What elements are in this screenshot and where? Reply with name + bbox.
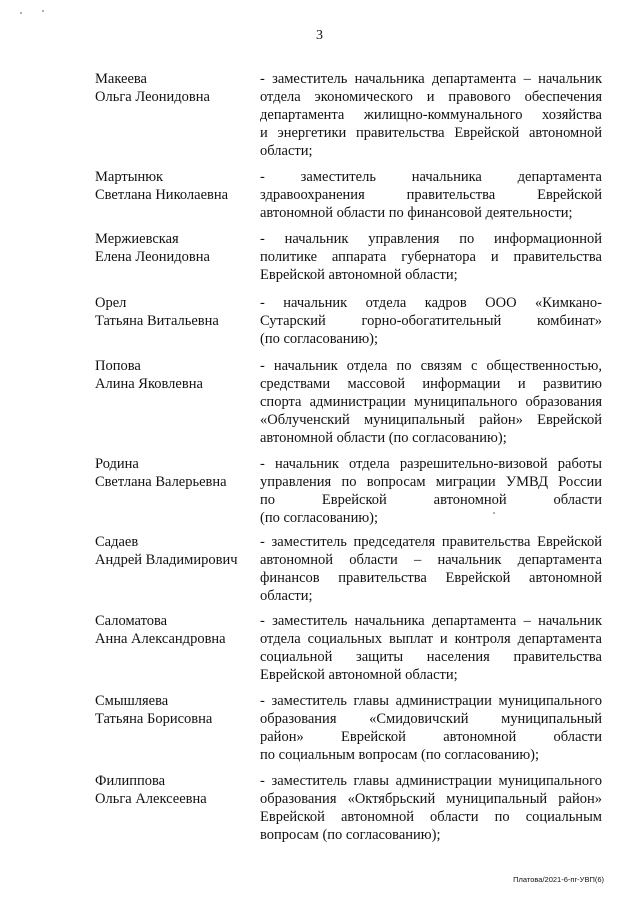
description-line: Сутарский горно-обогатительный комбинат» bbox=[260, 313, 602, 329]
description-line: район» Еврейской автономной области bbox=[260, 729, 602, 745]
surname: Макеева bbox=[95, 71, 147, 87]
given-name: Анна Александровна bbox=[95, 631, 226, 647]
surname: Орел bbox=[95, 295, 127, 311]
position-description bbox=[260, 692, 602, 764]
description-line: Еврейской автономной области; bbox=[260, 267, 458, 283]
description-line: автономной области по финансовой деятельности; bbox=[260, 205, 573, 221]
description-line: средствами массовой информации и развитию bbox=[260, 376, 602, 392]
description-line: здравоохранения правительства Еврейской bbox=[260, 187, 602, 203]
description-line: автономной области – начальник департамента bbox=[260, 552, 602, 568]
description-line: финансов правительства Еврейской автономной bbox=[260, 570, 602, 586]
description-line: образования «Смидовичский муниципальный bbox=[260, 711, 602, 727]
person-name bbox=[95, 772, 255, 808]
page-number: 3 bbox=[316, 28, 323, 43]
given-name: Андрей Владимирович bbox=[95, 552, 238, 568]
position-description bbox=[260, 230, 602, 284]
description-line: области; bbox=[260, 143, 313, 159]
given-name: Татьяна Борисовна bbox=[95, 711, 213, 727]
person-name bbox=[95, 357, 255, 393]
position-description bbox=[260, 772, 602, 844]
description-line: департамента жилищно-коммунального хозяйства bbox=[260, 107, 602, 123]
description-line: отдела социальных выплат и контроля департамента bbox=[260, 631, 602, 647]
surname: Родина bbox=[95, 456, 139, 472]
description-line: - начальник отдела по связям с общественностью, bbox=[260, 358, 602, 374]
description-line: - заместитель председателя правительства Еврейской bbox=[260, 534, 602, 550]
description-line: по социальным вопросам (по согласованию); bbox=[260, 747, 540, 763]
position-description bbox=[260, 612, 602, 684]
scan-speck bbox=[42, 10, 44, 12]
surname: Садаев bbox=[95, 534, 139, 550]
person-name bbox=[95, 230, 255, 266]
description-line: (по согласованию); bbox=[260, 331, 379, 347]
description-line: - начальник отдела разрешительно-визовой работы bbox=[260, 456, 602, 472]
scan-speck bbox=[20, 12, 22, 14]
description-line: социальной защиты населения правительства bbox=[260, 649, 602, 665]
given-name: Ольга Леонидовна bbox=[95, 89, 210, 105]
description-line: - заместитель начальника департамента – начальник bbox=[260, 613, 602, 629]
position-description bbox=[260, 168, 602, 222]
description-line: образования «Октябрьский муниципальный район» bbox=[260, 791, 602, 807]
person-name bbox=[95, 168, 255, 204]
description-line: спорта администрации муниципального образования bbox=[260, 394, 602, 410]
description-line: - начальник управления по информационной bbox=[260, 231, 602, 247]
person-name bbox=[95, 294, 255, 330]
given-name: Татьяна Витальевна bbox=[95, 313, 219, 329]
position-description bbox=[260, 294, 602, 348]
position-description bbox=[260, 455, 602, 527]
description-line: вопросам (по согласованию); bbox=[260, 827, 441, 843]
description-line: - начальник отдела кадров ООО «Кимкано- bbox=[260, 295, 602, 311]
person-name bbox=[95, 692, 255, 728]
person-name bbox=[95, 533, 255, 569]
surname: Саломатова bbox=[95, 613, 168, 629]
position-description bbox=[260, 70, 602, 160]
description-line: управления по вопросам миграции УМВД России bbox=[260, 474, 602, 490]
given-name: Алина Яковлевна bbox=[95, 376, 203, 392]
person-name bbox=[95, 612, 255, 648]
description-line: области; bbox=[260, 588, 313, 604]
description-line: политике аппарата губернатора и правительства bbox=[260, 249, 602, 265]
surname: Попова bbox=[95, 358, 141, 374]
description-line: - заместитель начальника департамента – начальник bbox=[260, 71, 602, 87]
description-line: автономной области (по согласованию); bbox=[260, 430, 507, 446]
description-line: - заместитель главы администрации муниципального bbox=[260, 773, 602, 789]
description-line: Еврейской автономной области по социальным bbox=[260, 809, 602, 825]
description-line: «Облученский муниципальный район» Еврейской bbox=[260, 412, 602, 428]
surname: Филиппова bbox=[95, 773, 166, 789]
description-line: Еврейской автономной области; bbox=[260, 667, 458, 683]
person-name bbox=[95, 70, 255, 106]
position-description bbox=[260, 357, 602, 447]
surname: Мартынюк bbox=[95, 169, 164, 185]
description-line: и энергетики правительства Еврейской автономной bbox=[260, 125, 602, 141]
person-name bbox=[95, 455, 255, 491]
description-line: (по согласованию); bbox=[260, 510, 379, 526]
description-line: отдела экономического и правового обеспечения bbox=[260, 89, 602, 105]
given-name: Светлана Валерьевна bbox=[95, 474, 227, 490]
given-name: Светлана Николаевна bbox=[95, 187, 229, 203]
scan-speck bbox=[493, 512, 495, 514]
given-name: Ольга Алексеевна bbox=[95, 791, 207, 807]
surname: Смышляева bbox=[95, 693, 169, 709]
position-description bbox=[260, 533, 602, 605]
document-reference: Платова/2021-6-пг-УВП(6) bbox=[513, 875, 604, 884]
description-line: - заместитель главы администрации муниципального bbox=[260, 693, 602, 709]
description-line: - заместитель начальника департамента bbox=[260, 169, 602, 185]
given-name: Елена Леонидовна bbox=[95, 249, 210, 265]
description-line: по Еврейской автономной области bbox=[260, 492, 602, 508]
surname: Мержиевская bbox=[95, 231, 179, 247]
